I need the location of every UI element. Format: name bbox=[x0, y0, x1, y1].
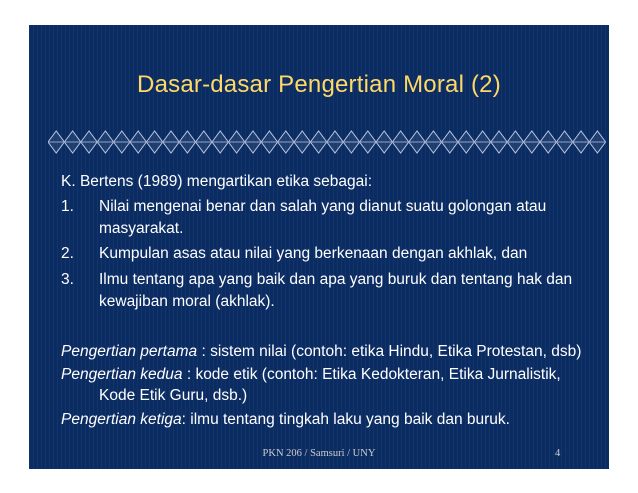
list-number: 1. bbox=[61, 198, 74, 215]
list-number: 2. bbox=[61, 245, 74, 262]
definition-text: ilmu tentang tingkah laku yang baik dan buruk. bbox=[190, 411, 510, 428]
list-text: Ilmu tentang apa yang baik dan apa yang buruk dan tentang hak dan bbox=[99, 271, 573, 288]
list-text: Kumpulan asas atau nilai yang berkenaan dengan akhlak, dan bbox=[99, 245, 528, 262]
intro-text: K. Bertens (1989) mengartikan etika sebagai: bbox=[61, 173, 373, 190]
definition-line bbox=[61, 343, 581, 361]
definition-term: Pengertian ketiga bbox=[61, 411, 182, 428]
list-text-continuation: kewajiban moral (akhlak). bbox=[99, 293, 275, 310]
definition-line bbox=[61, 411, 510, 429]
definition-continuation: Kode Etik Guru, dsb.) bbox=[99, 387, 248, 404]
definition-separator: : bbox=[182, 366, 196, 383]
slide-title: Dasar-dasar Pengertian Moral (2) bbox=[137, 71, 501, 98]
definition-line bbox=[61, 366, 561, 384]
definition-term: Pengertian kedua bbox=[61, 366, 183, 383]
definition-separator: : bbox=[181, 411, 191, 428]
definition-text: sistem nilai (contoh: etika Hindu, Etika Protestan, dsb) bbox=[210, 343, 582, 360]
diamond-band bbox=[48, 129, 608, 155]
list-number: 3. bbox=[61, 271, 74, 288]
definition-term: Pengertian pertama bbox=[61, 343, 198, 360]
list-text-continuation: masyarakat. bbox=[99, 220, 184, 237]
footer-credit: PKN 206 / Samsuri / UNY bbox=[262, 448, 376, 459]
definition-separator: : bbox=[197, 343, 211, 360]
slide bbox=[29, 25, 609, 469]
list-text: Nilai mengenai benar dan salah yang dianut suatu golongan atau bbox=[99, 198, 547, 215]
page-number: 4 bbox=[555, 448, 561, 459]
definition-text: kode etik (contoh: Etika Kedokteran, Etika Jurnalistik, bbox=[195, 366, 561, 383]
